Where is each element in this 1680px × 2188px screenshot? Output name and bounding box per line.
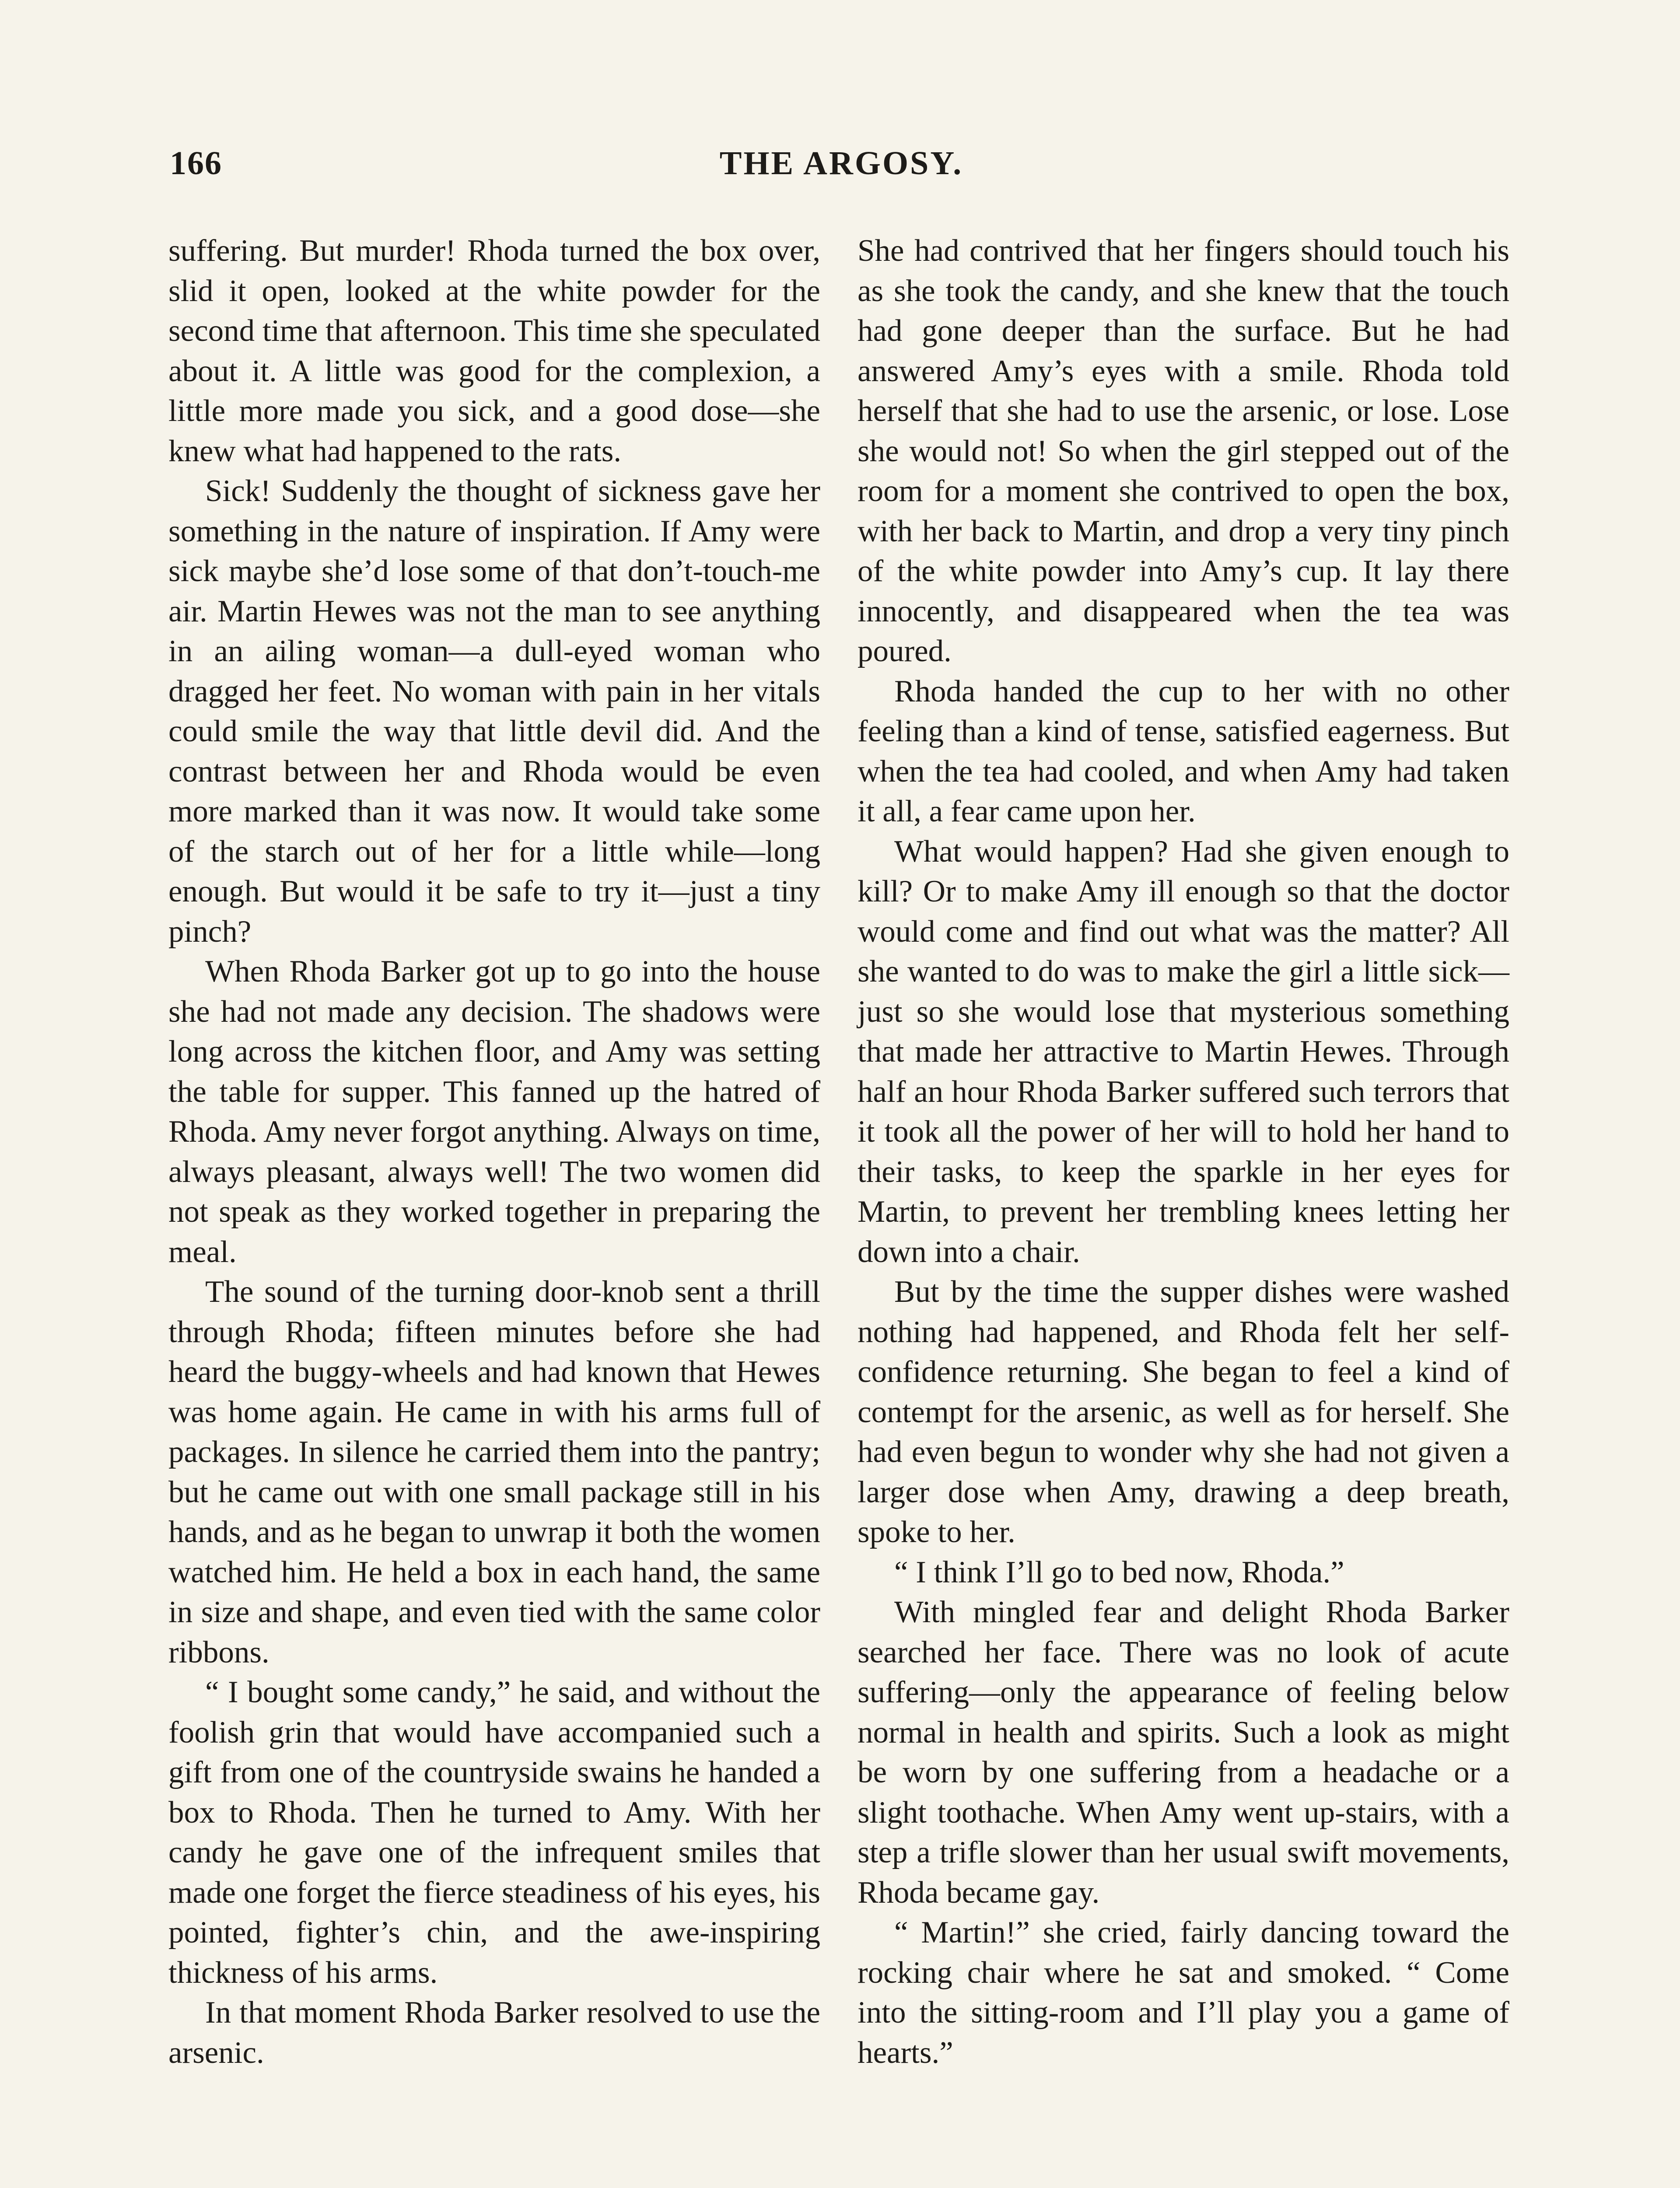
paragraph: What would happen? Had she given enough to kill? Or to make Amy ill enough so that the doctor would come and find out what was the matter? All she wanted to do was to make the girl a little sick—just so she would lose that mysterious something that made her attractive to Martin Hewes. Through half an hour Rhoda Barker suffered such terrors that it took all the power of her will to hold her hand to their tasks, to keep the sparkle in her eyes for Martin, to prevent her trembling knees letting her down into a chair.: [858, 834, 1509, 1269]
paragraph: “ I bought some candy,” he said, and without the foolish grin that would have accompanied such a gift from one of the countryside swains he handed a box to Rhoda. Then he turned to Amy. With her candy he gave one of the infrequent smiles that made one forget the fierce steadiness of his eyes, his pointed, fighter’s chin, and the awe-inspiring thickness of his arms.: [168, 1675, 820, 1990]
paragraph: suffering. But murder! Rhoda turned the box over, slid it open, looked at the white powder for the second time that afternoon. This time she speculated about it. A little was good for the complexion, a little more made you sick, and a good dose—she knew what had happened to the rats.: [168, 234, 820, 468]
right-column: [858, 231, 1509, 2073]
paragraph: The sound of the turning door-knob sent a thrill through Rhoda; fifteen minutes before she had heard the buggy-wheels and had known that Hewes was home again. He came in with his arms full of packages. In silence he carried them into the pantry; but he came out with one small package still in his hands, and as he began to unwrap it both the women watched him. He held a box in each hand, the same in size and shape, and even tied with the same color ribbons.: [168, 1275, 820, 1669]
paragraph: But by the time the supper dishes were washed nothing had happened, and Rhoda felt her self-confidence returning. She began to feel a kind of contempt for the arsenic, as well as for herself. She had even begun to wonder why she had not given a larger dose when Amy, drawing a deep breath, spoke to her.: [858, 1275, 1509, 1549]
paragraph: In that moment Rhoda Barker resolved to use the arsenic.: [168, 1995, 820, 2070]
paragraph: “ Martin!” she cried, fairly dancing toward the rocking chair where he sat and smoked. “ Come into the sitting-room and I’ll play you a game of hearts.”: [858, 1915, 1509, 2070]
paragraph: With mingled fear and delight Rhoda Barker searched her face. There was no look of acute suffering—only the appearance of feeling below normal in health and spirits. Such a look as might be worn by one suffering from a headache or a slight toothache. When Amy went up-stairs, with a step a trifle slower than her usual swift movements, Rhoda became gay.: [858, 1595, 1509, 1910]
paragraph: Rhoda handed the cup to her with no other feeling than a kind of tense, satisfied eagerness. But when the tea had cooled, and when Amy had taken it all, a fear came upon her.: [858, 674, 1509, 828]
paragraph: “ I think I’ll go to bed now, Rhoda.”: [894, 1555, 1344, 1589]
paragraph: When Rhoda Barker got up to go into the house she had not made any decision. The shadows were long across the kitchen floor, and Amy was setting the table for supper. This fanned up the hatred of Rhoda. Amy never forgot anything. Always on time, always pleasant, always well! The two women did not speak as they worked together in preparing the meal.: [168, 954, 820, 1269]
page-header: [170, 144, 1513, 201]
paragraph: Sick! Suddenly the thought of sickness gave her something in the nature of inspiration. If Amy were sick maybe she’d lose some of that don’t-touch-me air. Martin Hewes was not the man to see anything in an ailing woman—a dull-eyed woman who dragged her feet. No woman with pain in her vitals could smile the way that little devil did. And the contrast between her and Rhoda would be even more marked than it was now. It would take some of the starch out of her for a little while—long enough. But would it be safe to try it—just a tiny pinch?: [168, 474, 820, 949]
page-number: 166: [170, 145, 222, 182]
running-title: THE ARGOSY.: [719, 145, 963, 182]
paragraph: She had contrived that her fingers should touch his as she took the candy, and she knew that the touch had gone deeper than the surface. But he had answered Amy’s eyes with a smile. Rhoda told herself that she had to use the arsenic, or lose. Lose she would not! So when the girl stepped out of the room for a moment she contrived to open the box, with her back to Martin, and drop a very tiny pinch of the white powder into Amy’s cup. It lay there innocently, and disappeared when the tea was poured.: [858, 234, 1509, 668]
left-column: [168, 231, 820, 2073]
